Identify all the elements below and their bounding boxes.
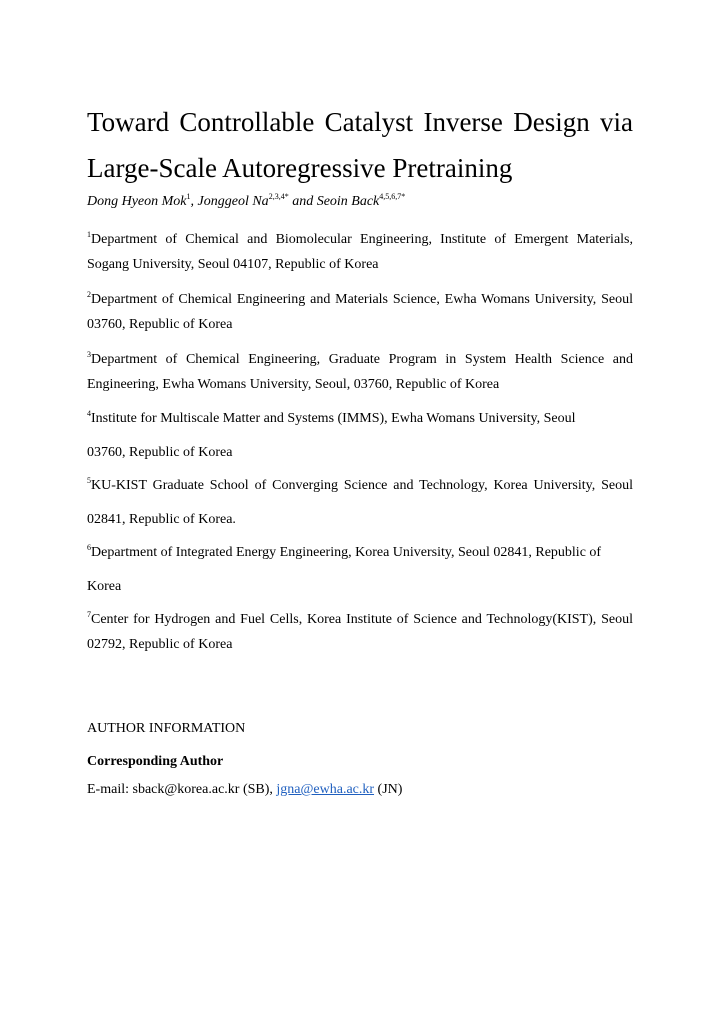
affiliation-number: 4 xyxy=(87,409,91,418)
affiliation-line-2: 02841, Republic of Korea. xyxy=(87,512,236,527)
affiliation-number: 5 xyxy=(87,476,91,485)
affiliation-7 xyxy=(87,607,633,657)
affiliation-line-2: 03760, Republic of Korea xyxy=(87,445,233,460)
email-jgna-link[interactable]: jgna@ewha.ac.kr xyxy=(276,782,375,797)
affiliation-line-2: Sogang University, Seoul 04107, Republic of Korea xyxy=(87,257,379,272)
affiliation-line-1: $^1$Department of Chemical and Biomolecular Engineering, Institute of Emergent Materials, xyxy=(87,230,633,247)
affiliation-line-2: 02792, Republic of Korea xyxy=(87,637,233,652)
affiliation-4 xyxy=(87,406,633,465)
title-line-2: Large-Scale Autoregressive Pretraining xyxy=(87,153,513,183)
email-line xyxy=(87,782,402,798)
affiliation-number: 3 xyxy=(87,350,91,359)
author-affiliation-sup: 2,3,4* xyxy=(268,192,289,201)
author-affiliation-sup: 4,5,6,7* xyxy=(379,192,406,201)
affiliation-line-2: Korea xyxy=(87,579,122,594)
affiliation-line-1: $^2$Department of Chemical Engineering and Materials Science, Ewha Womans University, Seoul xyxy=(87,290,633,307)
title-line-1: Toward Controllable Catalyst Inverse Design via xyxy=(87,107,633,137)
affiliation-line-2: 03760, Republic of Korea xyxy=(87,317,233,332)
author-list xyxy=(87,194,405,210)
author-separator: , xyxy=(190,194,198,209)
author-name: Seoin Back xyxy=(316,194,380,209)
email-prefix: E-mail: xyxy=(87,782,133,797)
affiliation-line-1: $^6$Department of Integrated Energy Engineering, Korea University, Seoul 02841, Republic of xyxy=(87,543,602,560)
affiliation-line-1: $^5$KU-KIST Graduate School of Converging Science and Technology, Korea University, Seoul xyxy=(87,476,633,493)
affiliation-number: 2 xyxy=(87,290,91,299)
affiliation-3 xyxy=(87,347,633,397)
affiliation-5 xyxy=(87,473,633,532)
author-separator: and xyxy=(288,194,317,209)
affiliation-number: 6 xyxy=(87,543,91,552)
email-sback-suffix: (SB), xyxy=(239,782,277,797)
affiliation-6 xyxy=(87,540,633,599)
affiliation-line-1: $^4$Institute for Multiscale Matter and Systems (IMMS), Ewha Womans University, Seoul xyxy=(87,409,576,426)
affiliation-2 xyxy=(87,287,633,337)
author-affiliation-sup: 1 xyxy=(186,192,191,201)
author-name: Dong Hyeon Mok xyxy=(87,194,187,209)
paper-title xyxy=(87,99,633,191)
author-information-heading: AUTHOR INFORMATION xyxy=(87,721,246,736)
corresponding-author-heading: Corresponding Author xyxy=(87,754,224,769)
author-name: Jonggeol Na xyxy=(197,194,269,209)
affiliation-1 xyxy=(87,227,633,277)
affiliation-line-1: $^7$Center for Hydrogen and Fuel Cells, Korea Institute of Science and Technology(KIST), Seoul xyxy=(87,610,633,627)
affiliation-line-2: Engineering, Ewha Womans University, Seoul, 03760, Republic of Korea xyxy=(87,377,500,392)
email-jgna-suffix: (JN) xyxy=(374,782,403,797)
affiliation-number: 1 xyxy=(87,230,91,239)
affiliation-number: 7 xyxy=(87,610,91,619)
affiliation-line-1: $^3$Department of Chemical Engineering, Graduate Program in System Health Science and xyxy=(87,350,633,367)
email-sback: sback@korea.ac.kr xyxy=(132,782,240,797)
